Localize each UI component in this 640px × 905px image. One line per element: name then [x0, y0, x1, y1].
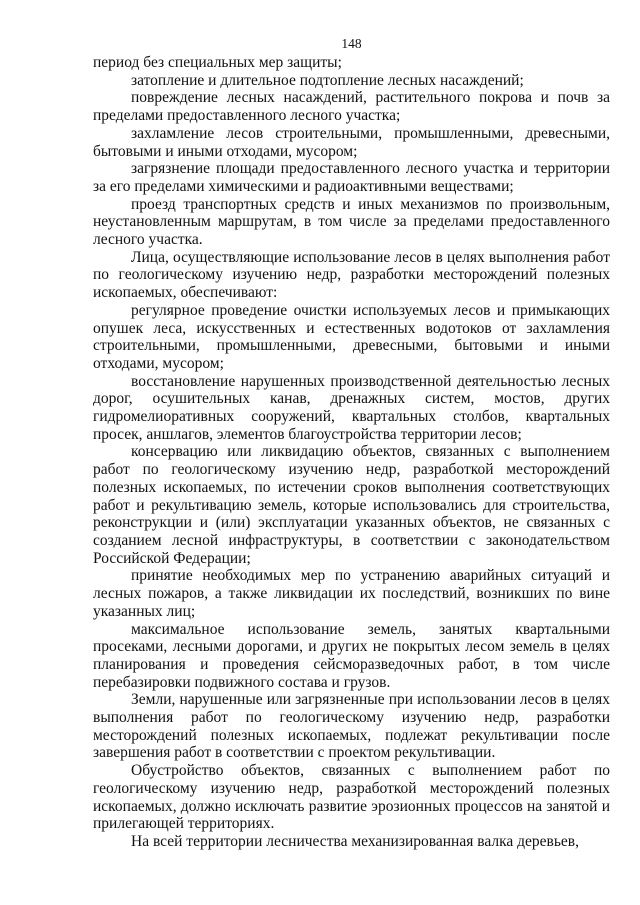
paragraph-erosion: Обустройство объектов, связанных с выполнением работ по геологическому изучению недр, разработкой месторождений полезных ископаемых, должно исключать развитие эрозионных процессов на занятой и прилегающей территориях.: [93, 762, 610, 833]
paragraph-damage: повреждение лесных насаждений, растительного покрова и почв за пределами предоставленного лесного участка;: [93, 89, 610, 125]
paragraph-littering: захламление лесов строительными, промышленными, древесными, бытовыми и иными отходами, мусором;: [93, 124, 610, 160]
paragraph-land-use: максимальное использование земель, занятых квартальными просеками, лесными дорогами, и других не покрытых лесом земель в целях планирования и проведения сейсморазведочных работ, в том числе перебазировки подвижного состава и грузов.: [93, 620, 610, 691]
paragraph-reclamation: Земли, нарушенные или загрязненные при использовании лесов в целях выполнения работ по геологическому изучению недр, разработки месторождений полезных ископаемых, подлежат рекультивации после завершения работ в соответствии с проектом рекультивации.: [93, 691, 610, 762]
page-number: 148: [341, 36, 362, 51]
paragraph-contamination: загрязнение площади предоставленного лесного участка и территории за его пределами химическими и радиоактивными веществами;: [93, 160, 610, 195]
paragraph-conservation: консервацию или ликвидацию объектов, связанных с выполнением работ по геологическому изучению недр, разработкой месторождений полезных ископаемых, по истечении сроков выполнения соответствующих работ и рекультивацию земель, которые использовались для строительства, реконструкции и (или) эксплуатации указанных объектов, не связанных с созданием лесной инфраструктуры, в соответствии с законодательством Российской Федерации;: [93, 443, 610, 567]
paragraph-tree-felling: На всей территории лесничества механизированная валка деревьев,: [131, 832, 579, 850]
paragraph-flooding: затопление и длительное подтопление лесных насаждений;: [131, 71, 524, 89]
paragraph-continuation: период без специальных мер защиты;: [93, 54, 342, 71]
paragraph-vehicle-passage: проезд транспортных средств и иных механизмов по произвольным, неустановленным маршрутам, в том числе за пределами предоставленного лесного участка.: [93, 195, 610, 249]
paragraph-responsible-persons: Лица, осуществляющие использование лесов в целях выполнения работ по геологическому изучению недр, разработки месторождений полезных ископаемых, обеспечивают:: [93, 248, 610, 302]
paragraph-restoration: восстановление нарушенных производственной деятельностью лесных дорог, осушительных канав, дренажных систем, мостов, других гидромелиоративных сооружений, квартальных столбов, квартальных просек, аншлагов, элементов благоустройства территории лесов;: [93, 372, 610, 443]
paragraph-cleaning: регулярное проведение очистки используемых лесов и примыкающих опушек леса, искусственных и естественных водотоков от захламления строительными, промышленными, древесными, бытовыми и иными отходами, мусором;: [93, 301, 610, 372]
paragraph-emergency-measures: принятие необходимых мер по устранению аварийных ситуаций и лесных пожаров, а также ликвидации их последствий, возникших по вине указанных лиц;: [93, 567, 610, 620]
